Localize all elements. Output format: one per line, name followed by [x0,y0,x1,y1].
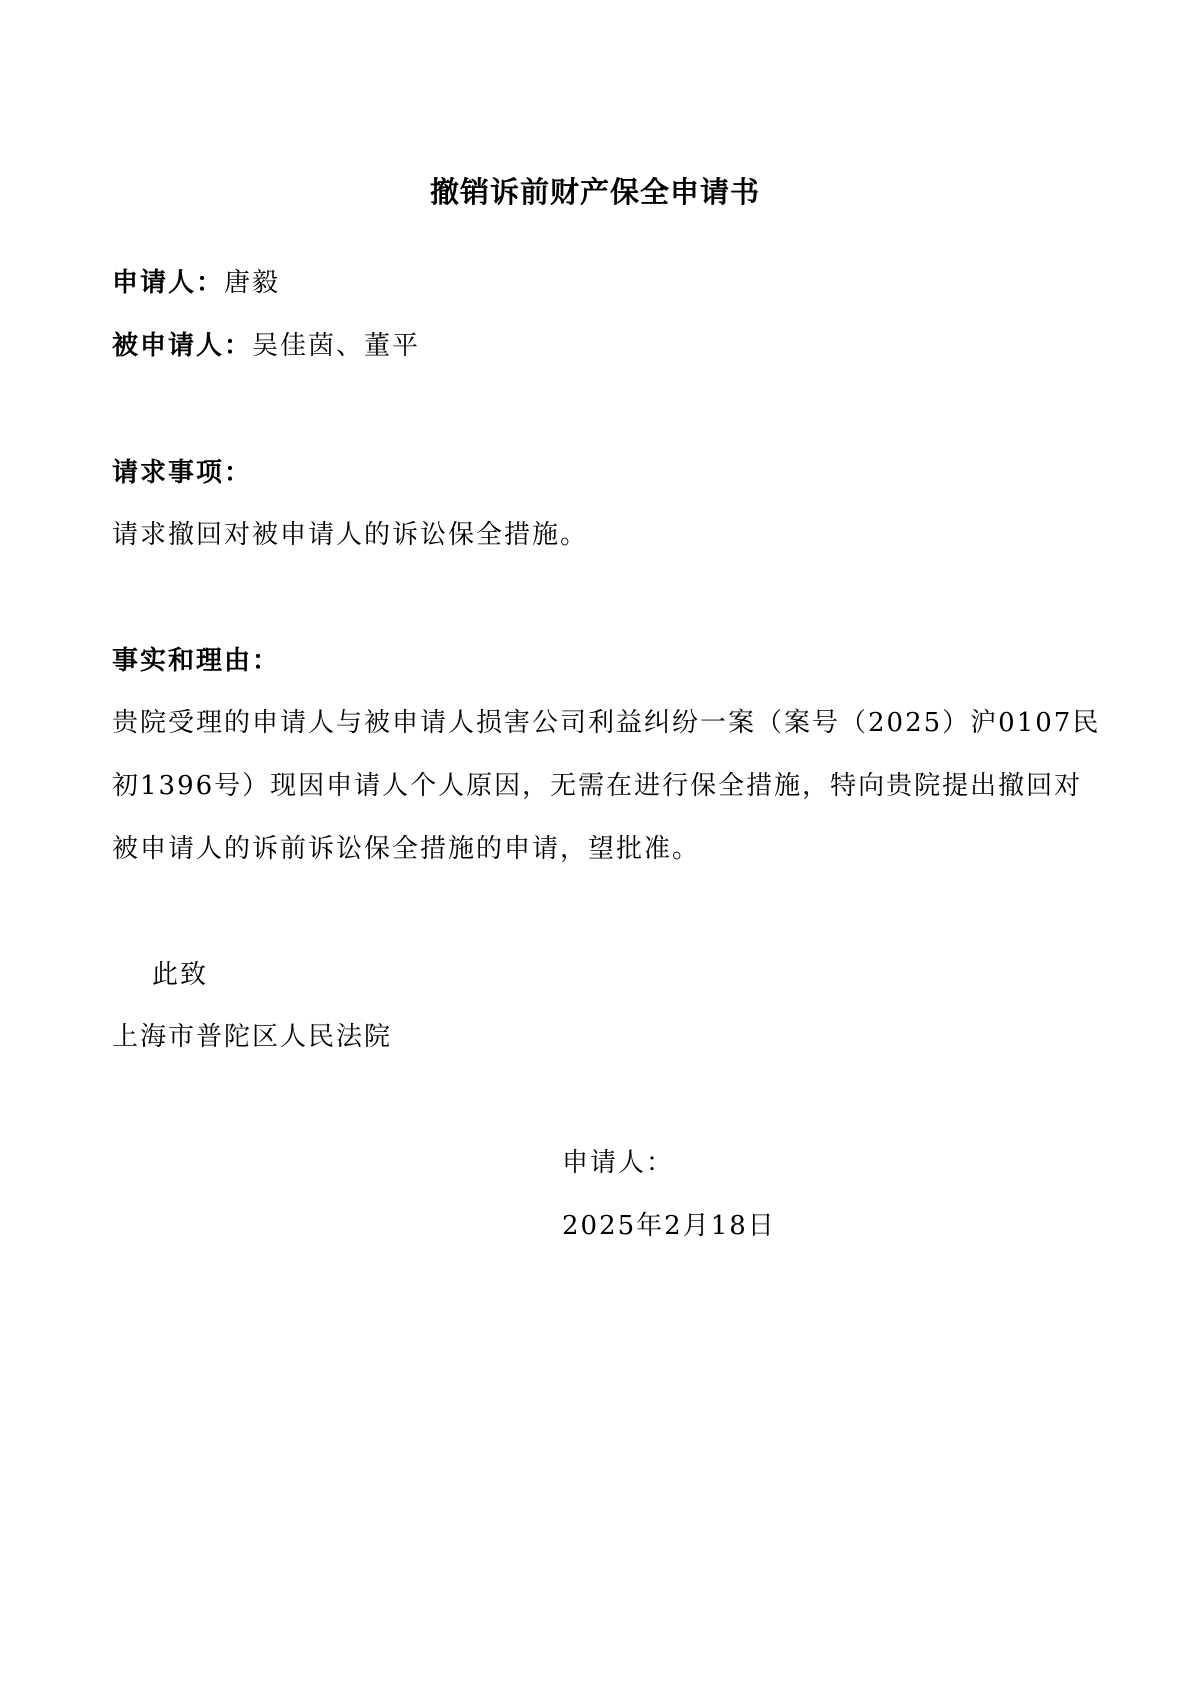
closing-text: 此致 [152,960,209,990]
document-date: 2025年2月18日 [562,1211,776,1241]
respondent-line [112,328,420,364]
facts-heading: 事实和理由： [112,646,281,676]
claims-text: 请求撤回对被申请人的诉讼保全措施。 [112,520,589,550]
applicant-name: 唐毅 [224,268,281,298]
signature-label: 申请人： [562,1148,675,1178]
document-title: 撤销诉前财产保全申请书 [429,175,760,209]
facts-line: 被申请人的诉前诉讼保全措施的申请，望批准。 [112,834,701,864]
claims-heading: 请求事项： [112,458,253,488]
applicant-line [112,265,280,301]
facts-line: 初1396号）现因申请人个人原因，无需在进行保全措施，特向贵院提出撤回对 [112,771,1083,801]
respondent-names: 吴佳茵、董平 [252,331,421,361]
court-name: 上海市普陀区人民法院 [112,1022,393,1052]
respondent-label: 被申请人： [112,331,253,361]
facts-line: 贵院受理的申请人与被申请人损害公司利益纠纷一案（案号（2025）沪0107民 [112,708,1101,738]
applicant-label: 申请人： [112,268,225,298]
